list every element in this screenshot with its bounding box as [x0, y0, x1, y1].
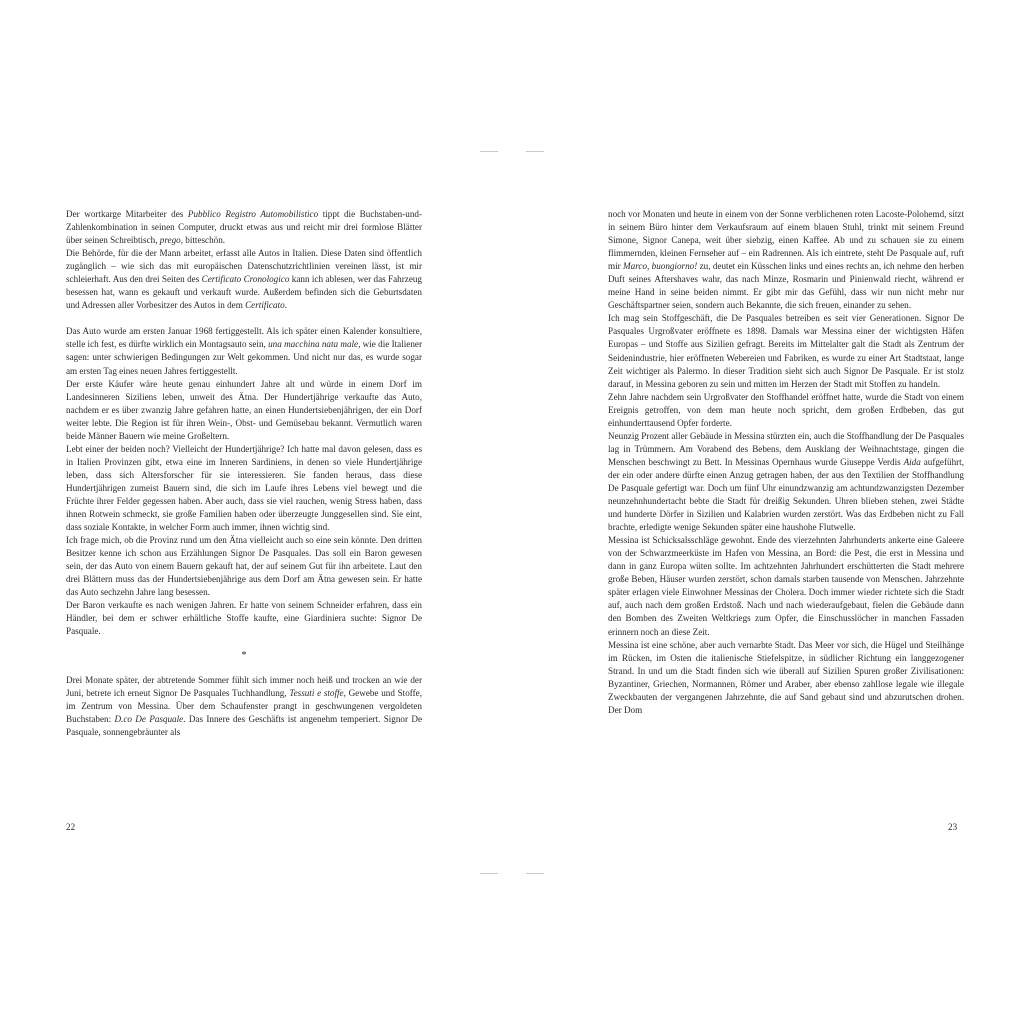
italic-text: Aida	[903, 456, 921, 467]
left-page-text-after-separator	[66, 674, 422, 739]
text-run: Das Auto wurde am ersten Januar 1968 fertiggestellt. Als ich später einen Kalender konsultiere, stelle ich fest, es dürfte wirklich ein Montagsauto sein,	[66, 326, 422, 350]
italic-text: Marco, buongiorno!	[623, 261, 698, 272]
right-page	[608, 208, 964, 717]
page-number-left: 22	[66, 822, 76, 832]
text-run: Lebt einer der beiden noch? Vielleicht der Hundertjährige? Ich hatte mal davon gelesen, dass es in Italien Provinzen gibt, etwa eine im Inneren Sardiniens, in denen so viele Hundertjährige leben, dass sich Altersforscher für sie interessieren. Sie fanden heraus, dass diese Hundertjährigen zumeist Bauern sind, die sich im Laufe ihres Lebens viel bewegt und die Früchte ihrer Felder gegessen haben. Aber auch, dass sie viel rauchen, wenig Stress haben, dass ihnen Rotwein schmeckt, sie große Familien haben oder überzeugte Junggesellen sind. Sie eint, dass soziale Kontakte, in welcher Form auch immer, ihnen wichtig sind.	[66, 443, 422, 533]
paragraph	[66, 247, 422, 312]
crop-mark-bottom-left	[480, 873, 498, 874]
text-run: Der wortkarge Mitarbeiter des	[66, 209, 188, 219]
crop-mark-top-right	[526, 151, 544, 152]
paragraph	[66, 443, 422, 534]
text-run: , wie die Italiener sagen: unter schwierigen Bedingungen zur Welt gekommen. Und nicht nur das, es wurde sogar am ersten Tag eines neuen Jahres fertiggestellt.	[66, 339, 422, 376]
italic-text: Pubblico Registro Automobilistico	[187, 209, 319, 219]
text-run: Die Behörde, für die der Mann arbeitet, erfasst alle Autos in Italien. Diese Daten sind öffentlich zugänglich – wie sich das mit europäischen Datenschutzrichtlinien vereinen lässt, ist mir schleierhaft. Aus den drei Seiten des	[66, 248, 422, 285]
text-run: zu, deutet ein Küsschen links und eines rechts an, ich nehme den herben Duft seines Aftershaves wahr, das nach Minze, Rosmarin und Pinienwald riecht, während er meine Hand in seine beiden nimmt. Er gibt mir das Gefühl, dass wir nun nicht mehr nur Geschäftspartner seien, sondern auch Bekannte, die sich freuen, einander zu sehen.	[608, 261, 964, 311]
italic-text: Tessuti e stoffe	[289, 687, 344, 698]
paragraph	[66, 674, 422, 739]
text-run: Ich mag sein Stoffgeschäft, die De Pasquales betreiben es seit vier Generationen. Signor De Pasquales Urgroßvater eröffnete es 1898. Damals war Messina einer der wichtigsten Häfen Europas – und Stoffe aus Sizilien gefragt. Bereits im Mittelalter galt die Stadt als Zentrum der Seidenindustrie, hier eröffneten Webereien und Fabriken, es wurde zu einer Art Stadtstaat, lange Zeit wichtiger als Palermo. In dieser Tradition sieht sich auch Signor De Pasquale. Er ist stolz darauf, in Messina geboren zu sein und mitten im Herzen der Stadt mit Stoffen zu handeln.	[608, 313, 964, 389]
text-run: aufgeführt, der ein oder andere dürfte einen Anzug getragen haben, der aus den Textilien der Stoffhandlung De Pasquale gefertigt war. Doch um fünf Uhr einundzwanzig am achtundzwanzigsten Dezember neunzehnhundertacht bebte die Stadt für dreißig Sekunden. Uhren blieben stehen, zwei Städte und hunderte Dörfer in Sizilien und Kalabrien wurden zerstört. Was das Erdbeben nicht zu Fall brachte, erledigte wenige Sekunden später eine haushohe Flutwelle.	[608, 456, 964, 533]
section-separator: *	[241, 649, 247, 661]
text-run: tippt die Buchstaben-und-Zahlenkombination in seinen Computer, druckt etwas aus und reicht mir drei formlose Blätter über seinen Schreibtisch,	[66, 209, 423, 246]
left-page	[66, 208, 422, 739]
paragraph	[66, 378, 422, 443]
text-run: Neunzig Prozent aller Gebäude in Messina stürzten ein, auch die Stoffhandlung der De Pasquales lag in Trümmern. Am Vorabend des Bebens, dem Ausklang der Weihnachtstage, gingen die Menschen beschwingt zu Bett. In Messinas Opernhaus wurde Giuseppe Verdis	[608, 430, 964, 467]
text-run: Der erste Käufer wäre heute genau einhundert Jahre alt und würde in einem Dorf im Landesinneren Siziliens leben, unweit des Ätna. Der Hundertjährige verkaufte das Auto, nachdem er es über zwanzig Jahre gefahren hatte, an einen Hundertsiebenjährigen, der ein Dorf weiter lebte. Die Region ist für ihren Wein-, Obst- und Gemüsebau bekannt. Vermutlich waren beide Männer Bauern wie meine Großeltern.	[66, 378, 422, 441]
page-number-right: 23	[948, 822, 958, 832]
text-run: , bitteschön.	[180, 235, 226, 246]
paragraph	[608, 534, 964, 638]
paragraph	[608, 639, 964, 717]
paragraph	[66, 208, 422, 247]
text-run: . Das Innere des Geschäfts ist angenehm temperiert. Signor De Pasquale, sonnengebräunter als	[66, 713, 423, 737]
paragraph	[66, 599, 422, 638]
text-run: Messina ist Schicksalsschläge gewohnt. Ende des vierzehnten Jahrhunderts ankerte eine Galeere von der Schwarzmeerküste im Hafen von Messina, an Bord: die Pest, die erst in Messina und dann in ganz Europa wüten sollte. Im achtzehnten Jahrhundert erschütterten die Stadt mehrere große Beben, Häuser wurden zerstört, schon damals starben tausende von Menschen. Jahrzehnte später erlagen viele Einwohner Messinas der Cholera. Doch immer wieder richtete sich die Stadt auf, auch nach dem großen Erdstoß. Nach und nach wiederaufgebaut, fielen die Gebäude dann den Bomben des Zweiten Weltkriegs zum Opfer, die Einschusslöcher in manchen Fassaden erinnern noch an diese Zeit.	[608, 535, 964, 637]
italic-text: Certificato Cronologico	[201, 274, 290, 285]
right-page-text	[608, 208, 964, 717]
italic-text: prego	[159, 235, 181, 246]
paragraph	[608, 312, 964, 390]
italic-text: Certificato	[245, 300, 285, 311]
text-run: Messina ist eine schöne, aber auch vernarbte Stadt. Das Meer vor sich, die Hügel und Steilhänge im Rücken, im Osten die italienische Stiefelspitze, in südlicher Richtung ein langgezogener Strand. In und um die Stadt finden sich wie überall auf Sizilien Spuren großer Zivilisationen: Byzantiner, Griechen, Normannen, Römer und Araber, aber ebenso zahllose legale wie illegale Zweckbauten der vergangenen Jahrzehnte, die auf Sand gebaut sind und abzurutschen drohen. Der Dom	[608, 639, 964, 715]
text-run: Drei Monate später, der abtretende Sommer fühlt sich immer noch heiß und trocken an wie der Juni, betrete ich erneut Signor De Pasquales Tuchhandlung,	[66, 674, 422, 698]
text-run: Ich frage mich, ob die Provinz rund um den Ätna vielleicht auch so eine sein könnte. Den dritten Besitzer kenne ich schon aus Erzählungen Signor De Pasquales. Das soll ein Baron gewesen sein, der das Auto von einem Bauern gekauft hat, der auf seinem Gut für ihn arbeitete. Laut den drei Blättern muss das der Hundertsiebenjährige aus dem Dorf am Ätna gewesen sein. Er hatte das Auto sechzehn Jahre lang besessen.	[66, 535, 422, 598]
paragraph	[608, 430, 964, 534]
crop-mark-bottom-right	[526, 873, 544, 874]
paragraph	[608, 208, 964, 312]
text-run: kann ich ablesen, wer das Fahrzeug besessen hat, wann es gekauft und verkauft wurde. Außerdem befinden sich die Geburtsdaten und Adressen aller Vorbesitzer des Autos in dem	[66, 274, 422, 311]
left-page-text	[66, 208, 422, 639]
italic-text: D.co De Pasquale	[114, 713, 184, 724]
paragraph	[66, 534, 422, 599]
text-run: Der Baron verkaufte es nach wenigen Jahren. Er hatte von seinem Schneider erfahren, dass ein Händler, bei dem er schwer erhältliche Stoffe kaufte, eine Giardiniera suchte: Signor De Pasquale.	[66, 600, 422, 637]
text-run: .	[284, 300, 287, 311]
text-run: noch vor Monaten und heute in einem von der Sonne verblichenen roten Lacoste-Polohemd, sitzt in seinem Büro hinter dem Verkaufsraum auf einem blauen Stuhl, trinkt mit seinem Freund Simone, Signor Canepa, weit über siebzig, einen Kaffee. Ab und zu schauen sie zu einem flimmernden, kleinen Fernseher auf – ein Radrennen. Als ich eintrete, steht De Pasquale auf, ruft mir	[608, 209, 964, 272]
text-run: Zehn Jahre nachdem sein Urgroßvater den Stoffhandel eröffnet hatte, wurde die Stadt von einem Ereignis getroffen, von dem man heute noch spricht, dem großen Erdbeben, das gut einhunderttausend Opfer forderte.	[608, 391, 964, 428]
italic-text: una macchina nata male	[268, 339, 359, 350]
paragraph	[608, 391, 964, 430]
text-run: , Gewebe und Stoffe, im Zentrum von Messina. Über dem Schaufenster prangt in geschwungenen vergoldeten Buchstaben:	[66, 687, 422, 724]
paragraph	[66, 325, 422, 377]
crop-mark-top-left	[480, 151, 498, 152]
